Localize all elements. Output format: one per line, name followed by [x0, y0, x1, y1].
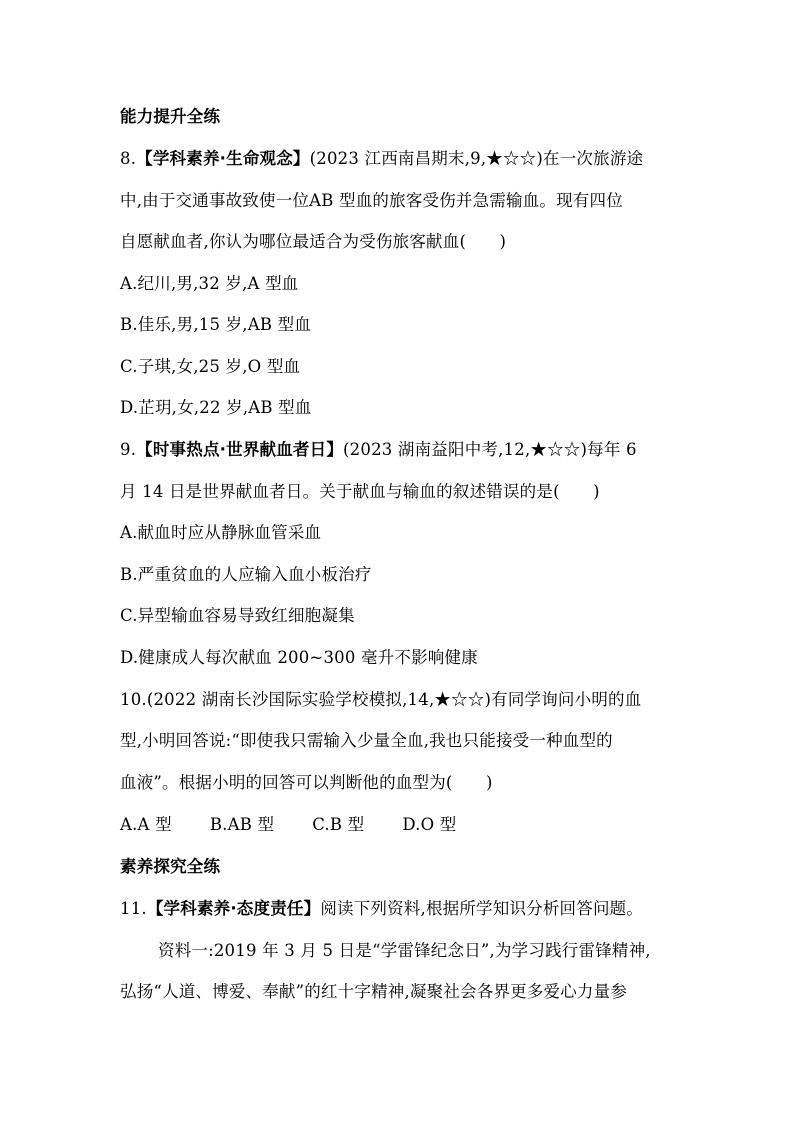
question-8-tag: 【学科素养·生命观念】	[136, 149, 310, 168]
question-9-option-b: B.严重贫血的人应输入血小板治疗	[120, 565, 372, 584]
question-9-option-a: A.献血时应从静脉血管采血	[120, 523, 322, 542]
question-11-number: 11.	[120, 899, 147, 918]
question-8-line-2: 中,由于交通事故致使一位AB 型血的旅客受伤并急需输血。现有四位	[120, 191, 623, 210]
question-8-number: 8.	[120, 149, 137, 168]
question-8-text-1: (2023 江西南昌期末,9,★☆☆)在一次旅游途	[309, 149, 644, 168]
section-heading-ability: 能力提升全练	[120, 107, 221, 126]
question-10-option-b: B.AB 型	[209, 815, 275, 834]
question-9-number: 9.	[120, 440, 137, 459]
question-9-line-2: 月 14 日是世界献血者日。关于献血与输血的叙述错误的是( )	[120, 482, 600, 501]
question-10-option-c: C.B 型	[312, 815, 365, 834]
question-10-options	[120, 814, 457, 836]
question-9-option-c: C.异型输血容易导致红细胞凝集	[120, 606, 355, 625]
question-9-option-d: D.健康成人每次献血 200~300 毫升不影响健康	[120, 648, 478, 667]
question-8-line-1	[120, 148, 643, 170]
question-9-tag: 【时事热点·世界献血者日】	[136, 440, 344, 459]
question-10-line-3: 血液”。根据小明的回答可以判断他的血型为( )	[120, 773, 493, 792]
question-10-option-a: A.A 型	[120, 815, 172, 834]
question-8-option-d: D.芷玥,女,22 岁,AB 型血	[120, 398, 312, 417]
question-10-option-d: D.O 型	[402, 815, 457, 834]
question-8-option-a: A.纪川,男,32 岁,A 型血	[120, 274, 299, 293]
question-10-line-1: 10.(2022 湖南长沙国际实验学校模拟,14,★☆☆)有同学询问小明的血	[120, 690, 642, 709]
question-8-option-b: B.佳乐,男,15 岁,AB 型血	[120, 315, 312, 334]
question-9-line-1	[120, 439, 637, 461]
question-11-tag: 【学科素养·态度责任】	[146, 899, 321, 918]
question-8-line-3: 自愿献血者,你认为哪位最适合为受伤旅客献血( )	[120, 232, 507, 251]
question-10-line-2: 型,小明回答说:“即使我只需输入少量全血,我也只能接受一种血型的	[120, 731, 613, 750]
question-8-option-c: C.子琪,女,25 岁,O 型血	[120, 357, 301, 376]
question-9-text-1: (2023 湖南益阳中考,12,★☆☆)每年 6	[343, 440, 637, 459]
question-11-material-line-1: 资料一:2019 年 3 月 5 日是“学雷锋纪念日”,为学习践行雷锋精神,	[158, 941, 651, 960]
question-11-text: 阅读下列资料,根据所学知识分析回答问题。	[320, 899, 644, 918]
section-heading-literacy: 素养探究全练	[120, 857, 221, 876]
question-11-line-1	[120, 898, 643, 920]
question-11-material-line-2: 弘扬“人道、博爱、奉献”的红十字精神,凝聚社会各界更多爱心力量参	[120, 982, 628, 1001]
